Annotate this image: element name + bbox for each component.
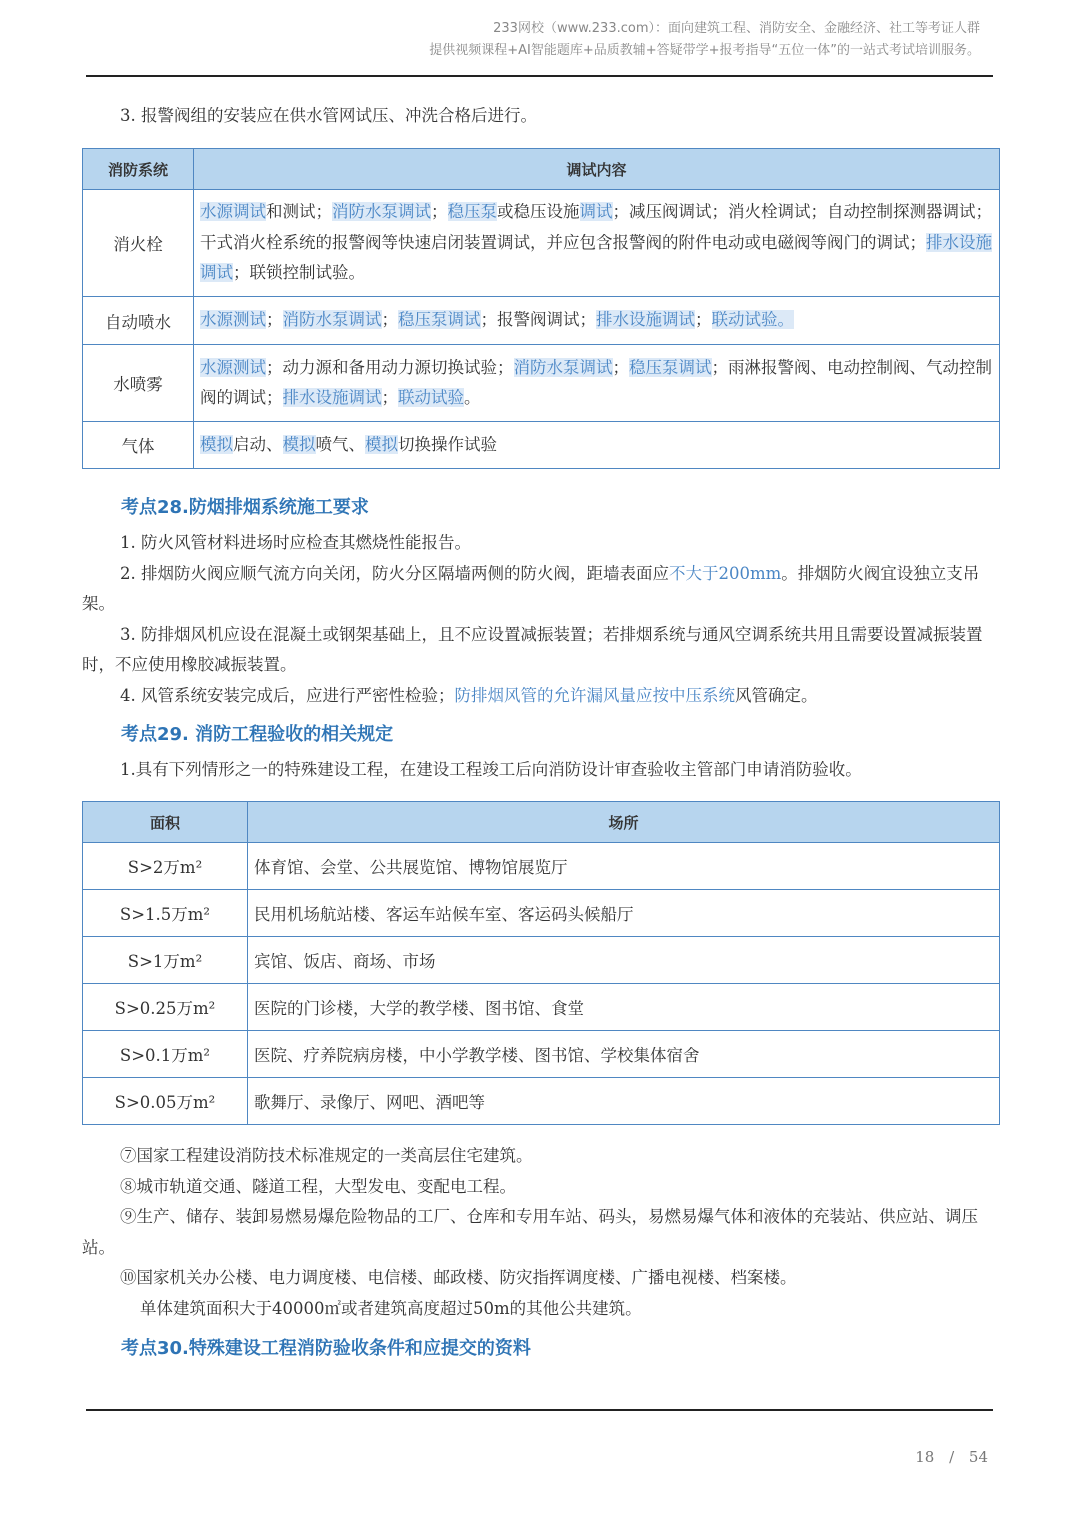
table-row bbox=[83, 1031, 1000, 1078]
list-item-extra: 单体建筑面积大于40000㎡或者建筑高度超过50m的其他公共建筑。 bbox=[140, 1298, 642, 1318]
system-cell: 水喷雾 bbox=[83, 345, 194, 422]
body-text: ；动力源和备用动力源切换试验； bbox=[266, 357, 514, 377]
area-cell: S>0.25万m² bbox=[83, 984, 248, 1031]
section-29-title: 考点29. 消防工程验收的相关规定 bbox=[121, 724, 394, 745]
highlighted-text: 排水设施调试 bbox=[282, 388, 382, 407]
body-text: ；报警阀调试； bbox=[480, 310, 596, 330]
highlighted-text: 消防水泵调试 bbox=[513, 357, 613, 377]
list-item-9: ⑨生产、储存、装卸易燃易爆危险物品的工厂、仓库和专用车站、码头，易燃易爆气体和液体的充装站、供应站、调压站。 bbox=[82, 1207, 978, 1257]
system-cell: 自动喷水 bbox=[83, 297, 194, 345]
table-row bbox=[83, 297, 1000, 345]
content-cell bbox=[194, 422, 1000, 469]
system-cell: 气体 bbox=[83, 422, 194, 469]
highlighted-text: 水源测试 bbox=[200, 357, 266, 377]
column-header-system: 消防系统 bbox=[83, 149, 194, 190]
table-row bbox=[83, 843, 1000, 890]
area-cell: S>0.05万m² bbox=[83, 1078, 248, 1125]
area-cell: S>1.5万m² bbox=[83, 890, 248, 937]
commissioning-table bbox=[82, 148, 1000, 469]
list-item-10: ⑩国家机关办公楼、电力调度楼、电信楼、邮政楼、防灾指挥调度楼、广播电视楼、档案楼。 bbox=[120, 1268, 797, 1287]
body-text: ；雨淋报警阀、电动控制阀、气动控制阀的调试； bbox=[200, 357, 992, 407]
venue-cell: 医院的门诊楼，大学的教学楼、图书馆、食堂 bbox=[248, 984, 1000, 1031]
highlighted-text: 模拟 bbox=[200, 434, 233, 454]
body-text: 4. 风管系统安装完成后，应进行严密性检验； bbox=[120, 685, 455, 705]
table-row bbox=[83, 1078, 1000, 1125]
highlighted-text: 联动试验 bbox=[398, 388, 464, 407]
area-venue-table bbox=[82, 801, 1000, 1125]
venue-cell: 歌舞厅、录像厅、网吧、酒吧等 bbox=[248, 1078, 1000, 1125]
list-item-8: ⑧城市轨道交通、隧道工程，大型发电、变配电工程。 bbox=[120, 1176, 516, 1196]
column-header-venue: 场所 bbox=[248, 802, 1000, 843]
highlighted-text: 稳压泵 bbox=[447, 202, 497, 222]
venue-cell: 体育馆、会堂、公共展览馆、博物馆展览厅 bbox=[248, 843, 1000, 890]
body-text: ；减压阀调试；消火栓调试；自动控制探测器调试；干式消火栓系统的报警阀等快速启闭装置调试，并应包含报警阀的附件电动或电磁阀等阀门的调试； bbox=[200, 202, 992, 252]
alarm-valve-item: 3. 报警阀组的安装应在供水管网试压、冲洗合格后进行。 bbox=[120, 106, 537, 125]
highlighted-text: 水源调试 bbox=[200, 202, 266, 222]
body-text: 和测试； bbox=[266, 202, 332, 222]
body-text: 喷气、 bbox=[315, 434, 365, 454]
body-text: ； bbox=[431, 202, 448, 222]
highlighted-text: 稳压泵调试 bbox=[398, 310, 481, 330]
header-line-1: 233网校（www.233.com）：面向建筑工程、消防安全、金融经济、社工等考证人群 bbox=[493, 21, 980, 36]
body-text: 。 bbox=[464, 388, 481, 407]
highlighted-text: 排水设施调试 bbox=[596, 310, 695, 330]
highlighted-text: 消防水泵调试 bbox=[332, 202, 431, 222]
header-line-2: 提供视频课程+AI智能题库+品质教辅+答疑带学+报考指导“五位一体”的一站式考试培训服务。 bbox=[429, 43, 980, 58]
venue-cell: 医院、疗养院病房楼，中小学教学楼、图书馆、学校集体宿舍 bbox=[248, 1031, 1000, 1078]
section-28-item-2 bbox=[82, 559, 988, 620]
body-text: 风管确定。 bbox=[735, 685, 818, 705]
highlighted-text: 排水设施调试 bbox=[200, 232, 992, 283]
area-cell: S>2万m² bbox=[83, 843, 248, 890]
area-cell: S>1万m² bbox=[83, 937, 248, 984]
building-list bbox=[82, 1141, 988, 1324]
body-text: 或稳压设施 bbox=[497, 202, 580, 222]
body-text: ；联锁控制试验。 bbox=[233, 263, 365, 283]
highlighted-text: 水源测试 bbox=[200, 310, 266, 330]
column-header-content: 调试内容 bbox=[194, 149, 1000, 190]
highlighted-text: 消防水泵调试 bbox=[282, 310, 382, 330]
body-text: 1. 防火风管材料进场时应检查其燃烧性能报告。 bbox=[120, 533, 471, 552]
page-separator: / bbox=[949, 1448, 955, 1466]
body-text: ； bbox=[695, 310, 712, 330]
highlighted-text: 联动试验。 bbox=[711, 310, 794, 330]
body-text: ； bbox=[612, 357, 629, 377]
area-cell: S>0.1万m² bbox=[83, 1031, 248, 1078]
table-row bbox=[83, 345, 1000, 422]
section-28-item-3 bbox=[82, 620, 988, 681]
table-header-row bbox=[83, 149, 1000, 190]
highlighted-text: 模拟 bbox=[282, 434, 316, 454]
current-page: 18 bbox=[915, 1448, 935, 1466]
venue-cell: 民用机场航站楼、客运车站候车室、客运码头候船厅 bbox=[248, 890, 1000, 937]
total-pages: 54 bbox=[968, 1448, 988, 1466]
section-28-body bbox=[82, 528, 988, 711]
body-text: 3. 防排烟风机应设在混凝土或钢架基础上，且不应设置减振装置；若排烟系统与通风空调系统共用且需要设置减振装置时，不应使用橡胶减振装置。 bbox=[82, 624, 983, 674]
highlighted-text: 稳压泵调试 bbox=[629, 357, 712, 377]
content-cell bbox=[194, 345, 1000, 422]
page-header bbox=[429, 18, 980, 62]
system-cell: 消火栓 bbox=[83, 190, 194, 297]
content-cell bbox=[194, 190, 1000, 297]
list-item-7: ⑦国家工程建设消防技术标准规定的一类高层住宅建筑。 bbox=[120, 1146, 533, 1165]
highlighted-text: 调试 bbox=[579, 202, 613, 222]
table-header-row bbox=[83, 802, 1000, 843]
highlighted-text: 模拟 bbox=[365, 434, 398, 454]
table-row bbox=[83, 984, 1000, 1031]
section-28-title: 考点28.防烟排烟系统施工要求 bbox=[121, 497, 369, 518]
column-header-area: 面积 bbox=[83, 802, 248, 843]
table-row bbox=[83, 190, 1000, 297]
table-row bbox=[83, 937, 1000, 984]
emphasized-text: 防排烟风管的允许漏风量应按中压系统 bbox=[454, 685, 735, 705]
body-text: ； bbox=[381, 388, 398, 407]
header-divider bbox=[86, 75, 993, 77]
content-cell bbox=[194, 297, 1000, 345]
section-30-title: 考点30.特殊建设工程消防验收条件和应提交的资料 bbox=[121, 1338, 531, 1359]
page-number bbox=[915, 1448, 988, 1466]
footer-divider bbox=[86, 1409, 993, 1411]
venue-cell: 宾馆、饭店、商场、市场 bbox=[248, 937, 1000, 984]
section-29-intro: 1.具有下列情形之一的特殊建设工程，在建设工程竣工后向消防设计审查验收主管部门申请消防验收。 bbox=[120, 760, 862, 779]
section-28-item-4 bbox=[82, 681, 988, 712]
body-text: 切换操作试验 bbox=[398, 434, 497, 454]
section-28-item-1 bbox=[82, 528, 988, 559]
body-text: 启动、 bbox=[233, 434, 283, 454]
body-text: ； bbox=[266, 310, 283, 330]
body-text: 2. 排烟防火阀应顺气流方向关闭，防火分区隔墙两侧的防火阀，距墙表面应 bbox=[120, 563, 669, 583]
table-row bbox=[83, 890, 1000, 937]
table-row bbox=[83, 422, 1000, 469]
emphasized-text: 不大于200mm bbox=[669, 563, 782, 583]
body-text: ； bbox=[381, 310, 398, 330]
body-text: 。排烟防火阀宜设独立支吊架。 bbox=[82, 563, 980, 613]
